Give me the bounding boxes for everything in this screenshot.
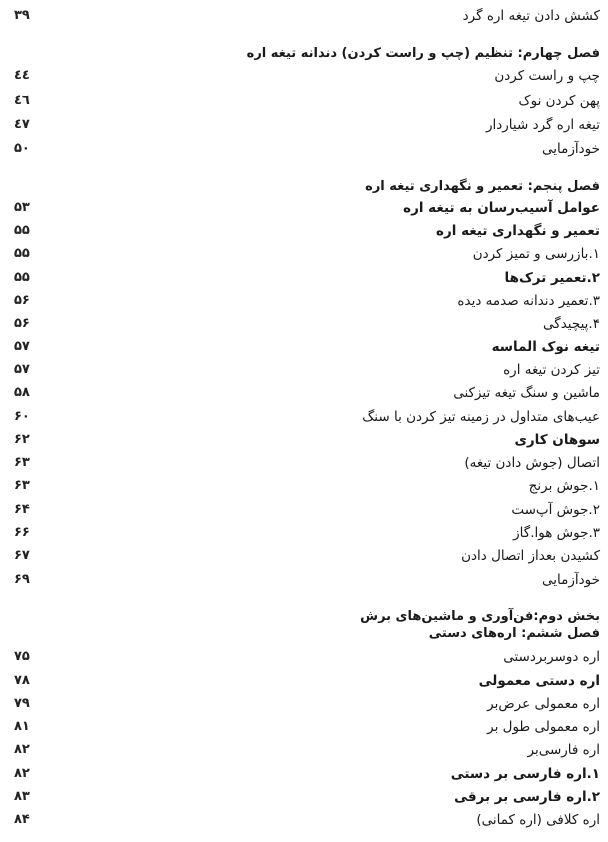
toc-entry-title: سوهان کاری	[514, 432, 600, 448]
toc-entry	[0, 645, 608, 669]
toc-page-number: ۸۳	[14, 789, 30, 804]
toc-page-number: ۵۳	[14, 200, 30, 215]
toc-entry	[0, 312, 608, 336]
toc-entry	[0, 335, 608, 359]
toc-entry-title: فصل چهارم: تنظیم (چپ و راست کردن) دندانه تیغه اره	[246, 46, 600, 61]
toc-entry-title: اتصال (جوش دادن تیغه)	[464, 455, 600, 471]
toc-entry	[0, 715, 608, 739]
toc-entry-title: ۲.جوش آپ‌ست	[511, 502, 600, 518]
toc-page-number: ۵۵	[14, 246, 30, 261]
toc-page-number: ۶۷	[14, 548, 30, 563]
toc-page-number: ۶۳	[14, 455, 30, 470]
toc-entry	[0, 405, 608, 429]
toc-page-number: ۵۷	[14, 339, 30, 354]
toc-entry-title: اره دستی معمولی	[478, 673, 600, 689]
toc-page-number: ۳۹	[14, 8, 30, 23]
toc-entry	[0, 544, 608, 568]
toc-page-number: ۶۳	[14, 478, 30, 493]
toc-entry-title: ۴.پیچیدگی	[543, 316, 600, 332]
toc-page-number: ۵۸	[14, 385, 30, 400]
toc-entry	[0, 196, 608, 220]
toc-entry-title: ۳.تعمیر دندانه صدمه دیده	[457, 293, 600, 309]
toc-entry	[0, 381, 608, 405]
toc-entry-title: کشیدن بعداز اتصال دادن	[461, 548, 600, 564]
toc-page-number: ۷۸	[14, 673, 30, 688]
toc-entry-title: ۱.اره فارسی بر دستی	[450, 766, 600, 782]
toc-page-number: ۸۴	[14, 812, 30, 827]
toc-entry	[0, 785, 608, 809]
toc-entry-title: اره معمولی طول بر	[487, 719, 600, 735]
toc-entry-title: ۲.تعمیر ترک‌ها	[504, 270, 600, 286]
toc-page-number: ٤٤	[14, 68, 30, 83]
toc-entry	[0, 137, 608, 161]
toc-entry-title: اره فارسی‌بر	[527, 742, 600, 758]
toc-page-number: ۶۶	[14, 525, 30, 540]
toc-entry	[0, 498, 608, 522]
toc-entry	[0, 669, 608, 693]
toc-page-number: ٤٦	[14, 93, 30, 108]
toc-entry	[0, 762, 608, 786]
toc-entry-title: ۳.جوش هوا.گاز	[513, 525, 600, 541]
toc-entry	[0, 289, 608, 313]
toc-entry-title: عیب‌های متداول در زمینه تیز کردن با سنگ	[362, 409, 600, 425]
toc-page-number: ۸۲	[14, 766, 30, 781]
toc-page-number: ۶۴	[14, 502, 30, 517]
toc-entry	[0, 219, 608, 243]
toc-entry-title: ماشین و سنگ تیغه تیزکنی	[453, 385, 600, 401]
toc-page-number: ٤٧	[14, 117, 30, 132]
toc-entry	[0, 242, 608, 266]
toc-entry-title: تیغه اره گرد شیاردار	[486, 117, 600, 133]
toc-page-number: ۸۲	[14, 742, 30, 757]
toc-page-number: ۷۵	[14, 649, 30, 664]
toc-page-number: ۵۶	[14, 293, 30, 308]
toc-entry	[0, 428, 608, 452]
toc-entry-title: خودآزمایی	[542, 141, 600, 157]
toc-entry-title: اره معمولی عرض‌بر	[487, 696, 600, 712]
toc-entry	[0, 113, 608, 137]
toc-entry	[0, 358, 608, 382]
toc-entry-title: تعمیر و نگهداری تیغه اره	[436, 223, 600, 239]
toc-entry	[0, 451, 608, 475]
toc-entry-title: بخش دوم:فن‌آوری و ماشین‌های برش	[360, 609, 600, 624]
toc-entry	[0, 89, 608, 113]
toc-page-number: ۸۱	[14, 719, 30, 734]
toc-entry	[0, 808, 608, 832]
toc-heading	[0, 42, 608, 66]
toc-entry	[0, 738, 608, 762]
toc-entry	[0, 692, 608, 716]
toc-entry-title: تیز کردن تیغه اره	[503, 362, 600, 378]
toc-entry-title: ۲.اره فارسی بر برقی	[454, 789, 600, 805]
toc-entry-title: ۱.جوش برنج	[528, 478, 600, 494]
toc-entry-title: اره کلافی (اره کمانی)	[476, 812, 600, 828]
toc-entry-title: تیغه نوک الماسه	[491, 339, 600, 355]
toc-heading	[0, 622, 608, 646]
toc-entry-title: فصل ششم: اره‌های دستی	[428, 626, 600, 641]
toc-entry-title: چپ و راست کردن	[494, 68, 600, 84]
toc-entry-title: فصل پنجم: تعمیر و نگهداری تیغه اره	[365, 179, 600, 194]
toc-page-number: ۵۰	[14, 141, 30, 156]
toc-entry-title: اره دوسربردستی	[503, 649, 600, 665]
toc-entry	[0, 4, 608, 28]
toc-entry-title: کشش دادن تیغه اره گرد	[462, 8, 600, 24]
toc-page-number: ۷۹	[14, 696, 30, 711]
toc-page-number: ۶۹	[14, 572, 30, 587]
toc-entry-title: عوامل آسیب‌رسان به تیغه اره	[403, 200, 600, 216]
toc-page-number: ۵۵	[14, 270, 30, 285]
toc-entry	[0, 474, 608, 498]
toc-entry	[0, 568, 608, 592]
toc-entry-title: خودآزمایی	[542, 572, 600, 588]
toc-page-number: ۵۷	[14, 362, 30, 377]
toc-entry	[0, 266, 608, 290]
toc-entry-title: پهن کردن نوک	[518, 93, 600, 109]
toc-page-number: ۵۶	[14, 316, 30, 331]
toc-page-number: ۶۰	[14, 409, 30, 424]
toc-entry-title: ۱.بازرسی و تمیز کردن	[472, 246, 600, 262]
toc-page-number: ۶۲	[14, 432, 30, 447]
toc-page-number: ۵۵	[14, 223, 30, 238]
toc-entry	[0, 64, 608, 88]
toc-entry	[0, 521, 608, 545]
